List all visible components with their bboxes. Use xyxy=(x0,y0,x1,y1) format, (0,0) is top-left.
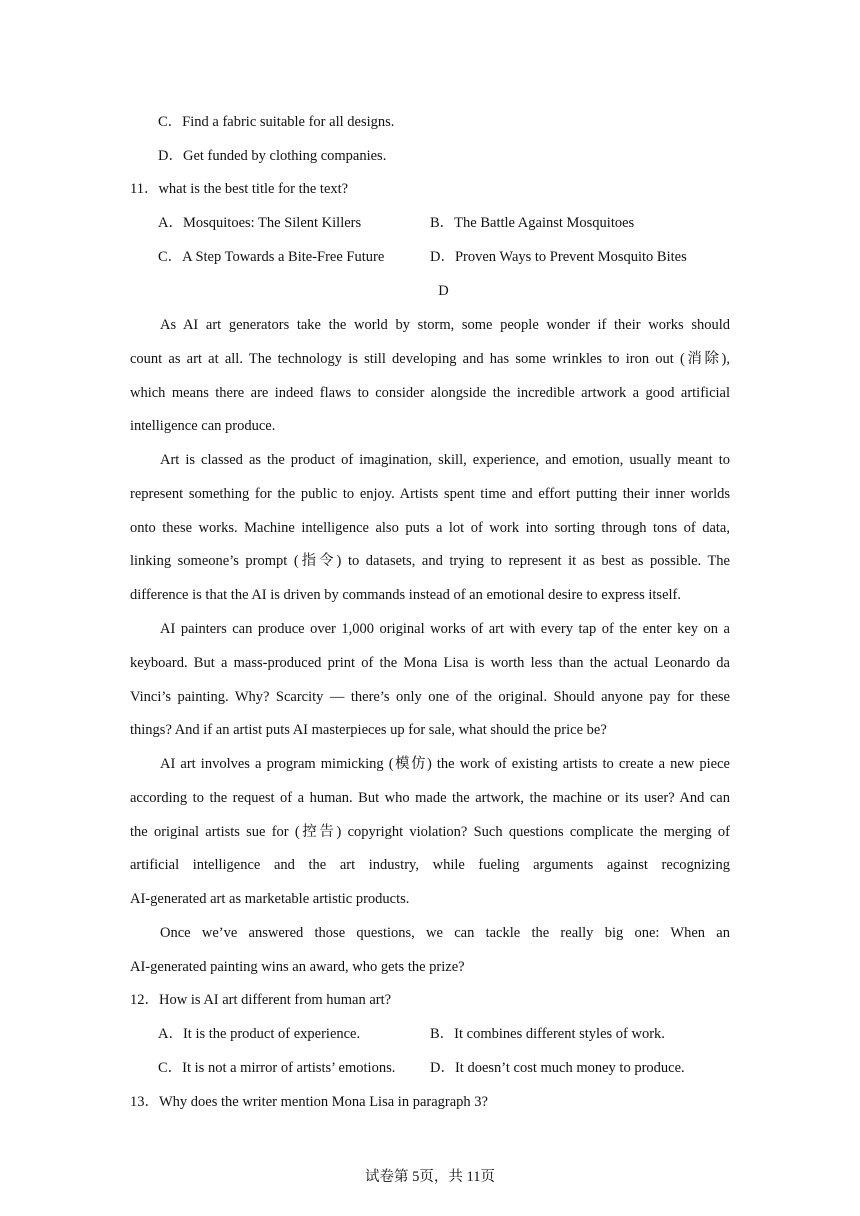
passage-p4-line: AI art involves a program mimicking (模仿) the work of existing artists to create a new piece xyxy=(160,756,730,772)
passage-p5-line: AI-generated painting wins an award, who gets the prize? xyxy=(130,959,465,975)
q11-option-c: C．A Step Towards a Bite-Free Future xyxy=(158,249,385,265)
passage-p4-line: according to the request of a human. But who made the artwork, the machine or its user? And can xyxy=(130,790,730,806)
section-letter: D xyxy=(438,283,449,299)
passage-p1-line: intelligence can produce. xyxy=(130,418,276,434)
passage-p1-line: count as art at all. The technology is still developing and has some wrinkles to iron out (消除), xyxy=(130,351,730,367)
passage-p2-line: represent something for the public to enjoy. Artists spent time and effort putting their inner worlds xyxy=(130,486,730,502)
q12-option-d: D．It doesn’t cost much money to produce. xyxy=(430,1060,685,1076)
q12-option-c: C．It is not a mirror of artists’ emotions. xyxy=(158,1060,396,1076)
passage-p4-line: AI-generated art as marketable artistic products. xyxy=(130,891,410,907)
q13-stem: 13．Why does the writer mention Mona Lisa in paragraph 3? xyxy=(130,1094,488,1110)
passage-p2-line: linking someone’s prompt (指令) to datasets, and trying to represent it as best as possible. The xyxy=(130,553,730,569)
q12-option-b: B．It combines different styles of work. xyxy=(430,1026,665,1042)
q11-option-d: D．Proven Ways to Prevent Mosquito Bites xyxy=(430,249,687,265)
q10-option-c: C．Find a fabric suitable for all designs. xyxy=(158,114,395,130)
passage-p4-line: artificial intelligence and the art industry, while fueling arguments against recognizing xyxy=(130,857,730,873)
q12-stem: 12．How is AI art different from human art? xyxy=(130,992,392,1008)
q10-option-d: D．Get funded by clothing companies. xyxy=(158,148,387,164)
passage-p2-line: difference is that the AI is driven by commands instead of an emotional desire to express itself. xyxy=(130,587,681,603)
passage-p3-line: AI painters can produce over 1,000 original works of art with every tap of the enter key on a xyxy=(160,621,730,637)
passage-p2-line: Art is classed as the product of imagination, skill, experience, and emotion, usually meant to xyxy=(160,452,730,468)
passage-p5-line: Once we’ve answered those questions, we can tackle the really big one: When an xyxy=(160,925,730,941)
passage-p2-line: onto these works. Machine intelligence also puts a lot of work into sorting through tons of data, xyxy=(130,520,730,536)
page-footer: 试卷第 5页，共 11页 xyxy=(365,1169,495,1185)
q11-stem: 11．what is the best title for the text? xyxy=(130,181,349,197)
passage-p3-line: things? And if an artist puts AI masterpieces up for sale, what should the price be? xyxy=(130,722,607,738)
passage-p4-line: the original artists sue for (控告) copyright violation? Such questions complicate the merging of xyxy=(130,824,730,840)
q12-option-a: A．It is the product of experience. xyxy=(158,1026,361,1042)
passage-p3-line: Vinci’s painting. Why? Scarcity — there’s only one of the original. Should anyone pay for these xyxy=(130,689,730,705)
passage-p3-line: keyboard. But a mass-produced print of the Mona Lisa is worth less than the actual Leonardo da xyxy=(130,655,730,671)
passage-p1-line: As AI art generators take the world by storm, some people wonder if their works should xyxy=(160,317,730,333)
passage-p1-line: which means there are indeed flaws to consider alongside the incredible artwork a good artificial xyxy=(130,385,730,401)
q11-option-a: A．Mosquitoes: The Silent Killers xyxy=(158,215,362,231)
q11-option-b: B．The Battle Against Mosquitoes xyxy=(430,215,635,231)
